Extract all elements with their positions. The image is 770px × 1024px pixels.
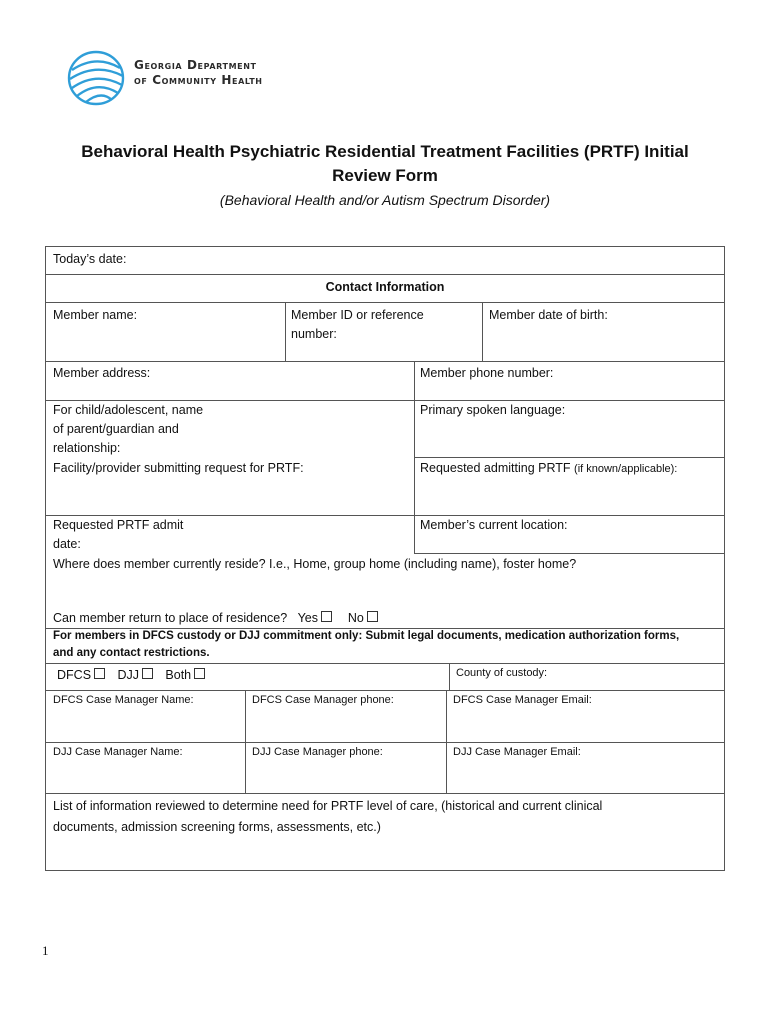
member-address-field[interactable]: Member address:: [53, 366, 151, 380]
custody-note-line1: For members in DFCS custody or DJJ commitment only: Submit legal documents, medication authorization forms,: [53, 630, 680, 642]
member-name-field[interactable]: Member name:: [53, 308, 138, 322]
djj-checkbox[interactable]: [142, 668, 153, 679]
djj-cm-phone-field[interactable]: DJJ Case Manager phone:: [252, 746, 383, 758]
primary-language-field[interactable]: Primary spoken language:: [420, 403, 566, 417]
info-reviewed-line2: documents, admission screening forms, assessments, etc.): [53, 820, 381, 834]
yes-checkbox[interactable]: [321, 611, 332, 622]
contact-info-header: Contact Information: [325, 280, 445, 294]
custody-type-row: [57, 666, 207, 684]
guardian-label-line3: relationship:: [53, 441, 121, 455]
member-id-label-line1: Member ID or reference: [291, 308, 424, 322]
return-question: Can member return to place of residence?: [53, 611, 288, 625]
custody-note-line2: and any contact restrictions.: [53, 647, 210, 659]
requested-prtf-note: (if known/applicable):: [574, 463, 678, 475]
both-checkbox[interactable]: [194, 668, 205, 679]
yes-label: Yes: [297, 611, 318, 625]
both-label: Both: [165, 668, 192, 682]
org-name-line2: of Community Health: [134, 73, 263, 87]
county-custody-field[interactable]: County of custody:: [456, 667, 548, 679]
dch-logo: [66, 48, 306, 110]
member-id-field[interactable]: [291, 306, 424, 344]
page-subtitle: (Behavioral Health and/or Autism Spectrum Disorder): [219, 192, 551, 208]
member-id-label-line2: number:: [291, 327, 337, 341]
info-reviewed-field[interactable]: [53, 796, 602, 838]
review-form: [45, 246, 725, 871]
current-location-field[interactable]: Member’s current location:: [420, 518, 568, 532]
djj-label: DJJ: [117, 668, 139, 682]
dfcs-cm-email-field[interactable]: DFCS Case Manager Email:: [453, 694, 592, 706]
guardian-field[interactable]: [53, 401, 203, 458]
return-question-row: [53, 609, 380, 627]
reside-question[interactable]: Where does member currently reside? I.e., Home, group home (including name), foster home?: [53, 557, 577, 571]
no-label: No: [347, 611, 364, 625]
no-checkbox[interactable]: [367, 611, 378, 622]
dfcs-label: DFCS: [57, 668, 92, 682]
admit-date-field[interactable]: [53, 516, 183, 554]
requested-prtf-label: Requested admitting PRTF: [420, 461, 571, 475]
info-reviewed-line1: List of information reviewed to determine need for PRTF level of care, (historical and current clinical: [53, 799, 603, 813]
admit-date-label-line1: Requested PRTF admit: [53, 518, 184, 532]
page-number: 1: [42, 943, 49, 958]
facility-field[interactable]: Facility/provider submitting request for PRTF:: [53, 461, 304, 475]
djj-cm-name-field[interactable]: DJJ Case Manager Name:: [53, 746, 183, 758]
dfcs-checkbox[interactable]: [94, 668, 105, 679]
member-phone-field[interactable]: Member phone number:: [420, 366, 554, 380]
org-name-line1: Georgia Department: [134, 58, 257, 72]
dfcs-cm-name-field[interactable]: DFCS Case Manager Name:: [53, 694, 194, 706]
dch-globe-icon: [66, 48, 128, 108]
custody-note: [53, 628, 679, 662]
org-name: [134, 58, 263, 88]
djj-cm-email-field[interactable]: DJJ Case Manager Email:: [453, 746, 581, 758]
member-dob-field[interactable]: Member date of birth:: [489, 308, 608, 322]
page-title-line1: Behavioral Health Psychiatric Residential Treatment Facilities (PRTF) Initial: [81, 142, 689, 161]
requested-prtf-field[interactable]: [420, 459, 677, 478]
page-title: [40, 140, 730, 188]
guardian-label-line2: of parent/guardian and: [53, 422, 179, 436]
todays-date-field[interactable]: Today’s date:: [53, 252, 127, 266]
guardian-label-line1: For child/adolescent, name: [53, 403, 204, 417]
admit-date-label-line2: date:: [53, 537, 81, 551]
dfcs-cm-phone-field[interactable]: DFCS Case Manager phone:: [252, 694, 394, 706]
page-title-line2: Review Form: [332, 166, 438, 185]
